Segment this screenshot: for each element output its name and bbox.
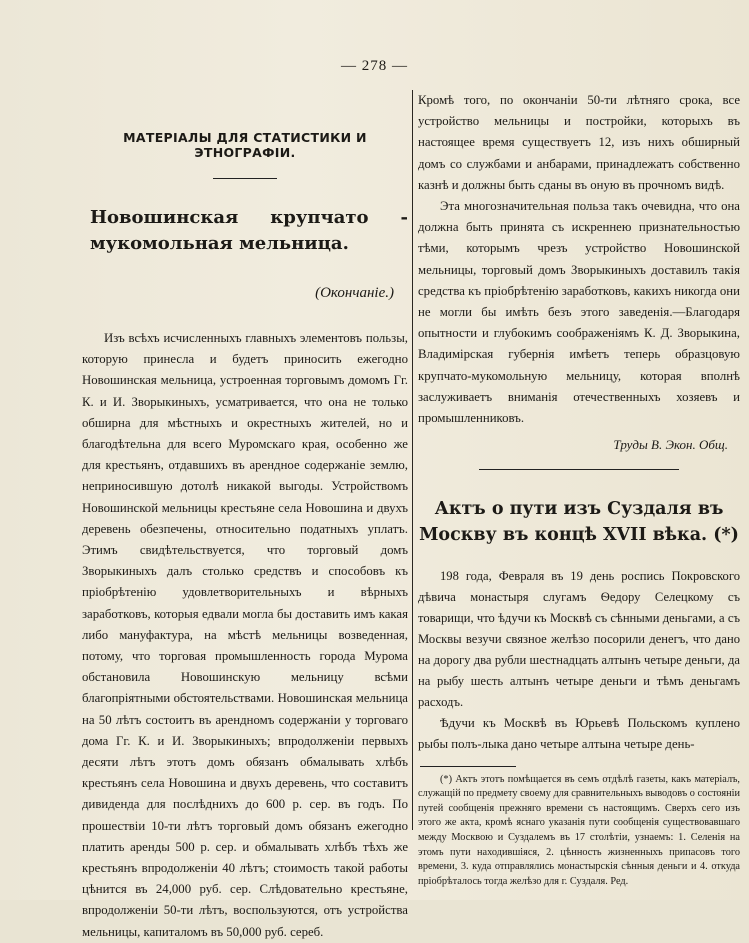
page-number: — 278 —	[341, 58, 408, 74]
article-continuation: Кромѣ того, по окончаніи 50-ти лѣтняго срока, все устройство мельницы и постройки, которыхъ въ настоящее время существуетъ 12, изъ нихъ обширный домъ со службами и анбарами, принадлежатъ собственно казнѣ и должны быть сданы въ оную въ прочномъ видѣ.	[418, 93, 740, 192]
act-paragraph: Ѣдучи къ Москвѣ въ Юрьевѣ Польскомъ куплено рыбы полъ-лыка дано четыре алтына четыре день-	[418, 716, 740, 752]
left-column	[82, 90, 408, 943]
section-title: МАТЕРІАЛЫ ДЛЯ СТАТИСТИКИ И ЭТНОГРАФІИ.	[123, 130, 367, 160]
act-title: Актъ о пути изъ Суздаля въ Москву въ концѣ XVII вѣка. (*)	[419, 499, 739, 546]
article-title: Новошинская крупчато - мукомольная мельница.	[90, 207, 408, 254]
article-conclusion: Эта многозначительная польза такъ очевидна, что она должна быть принята съ искреннею признательностью тѣми, которымъ чрезъ устройство Новошинской мельницы, торговый домъ Зворыкиныхъ доставилъ такія средства къ пріобрѣтенію заработковъ, какихъ никогда они не могли бы имѣть безъ этого заведенія.—Благодаря опытности и глубокимъ соображеніямъ К. Д. Зворыкина, Владимірская губернія имѣетъ теперь образцовую крупчато-мукомольную мельницу, которая вполнѣ заслуживаетъ вниманія отечественныхъ хозяевъ и промышленниковъ.	[418, 199, 740, 426]
source-signature: Труды В. Экон. Общ.	[613, 437, 728, 453]
title-rule	[213, 178, 277, 179]
act-paragraph: 198 года, Февраля въ 19 день роспись Покровского дѣвича монастыря слугамъ Ѳедору Селецкому съ товарищи, что ѣдучи къ Москвѣ съ сѣнными деньгами, а съ Москвы везучи связное желѣзо посорили денегъ, что дано на дорогу два рубли шестнадцать алтынъ четыре деньги, да на рыбу шесть алтынъ четыре деньги и тѣмъ деньгамъ расходъ.	[418, 569, 740, 710]
footnote-rule	[420, 766, 516, 767]
right-column	[418, 90, 740, 889]
footnote: (*) Актъ этотъ помѣщается въ семъ отдѣлѣ газеты, какъ матеріалъ, служащій по предмету своему для сравнительныхъ выводовъ о состояніи путей сообщенія прежняго времени съ настоящимъ. Сверхъ сего изъ этого же акта, кромѣ яснаго указанія пути сообщенія существовавшаго между Москвою и Суздалемъ въ 17 столѣтіи, узнаемъ: 1. Селенія на этомъ пути находившіяся, 2. цѣнность жизненныхъ припасовъ того времени, 3. куда отправлялись монастырскія сѣнныя деньги и 4. откуда пріобрѣталось тогда желѣзо для г. Суздаля. Ред.	[418, 773, 740, 887]
article-body: Изъ всѣхъ исчисленныхъ главныхъ элементовъ пользы, которую принесла и будетъ приносить ежегодно Новошинская мельница, устроенная торговымъ домомъ Гг. К. и И. Зворыкиныхъ, усматривается, что она не только обширна для мѣстныхъ и окрестныхъ жителей, но и благодѣтельна для всего Муромскаго края, особенно же для крестьянъ, отдавшихъ въ арендное содержаніе землю, неприносившую дотолѣ никакой выгоды. Устройствомъ Новошинской мельницы крестьяне села Новошина и двухъ деревень обезпечены, относительно податныхъ уплатъ. Этимъ свидѣтельствуется, что торговый домъ Зворыкиныхъ далъ столько средствъ и способовъ къ пріобрѣтенію удовлетворительныхъ и вѣрныхъ заработковъ, которыя едвали могла бы доставить имъ какая либо мануфактура, на мѣстѣ мельницы возведенная, потому, что торговая промышленность города Мурома обстановила Новошинскую мельницу всѣми благопріятными обстоятельствами. Новошинская мельница на 50 лѣтъ состоитъ въ арендномъ содержаніи у торговаго дома Гг. К. и И. Зворыкиныхъ; впродолженіи первыхъ десяти лѣтъ этотъ домъ обязанъ обмалывать хлѣбъ крестьянъ села Новошина и двухъ деревень, что составитъ дивиденда для послѣднихъ до 600 р. сер. въ годъ. По прошествіи 10-ти лѣтъ торговый домъ обязанъ ежегодно платить аренды 500 р. сер. и обмалывать хлѣбъ тѣхъ же крестьянъ впродолженіи 40 лѣтъ; стоимость такой работы цѣнится въ 24,000 руб. сер. Слѣдовательно крестьяне, впродолженіи 50-ти лѣтъ, воспользуются, отъ устройства мельницы, капиталомъ въ 50,000 руб. сереб.	[82, 331, 408, 939]
section-rule	[479, 469, 679, 470]
column-divider	[412, 90, 413, 830]
continuation-note: (Окончаніе.)	[315, 285, 394, 301]
